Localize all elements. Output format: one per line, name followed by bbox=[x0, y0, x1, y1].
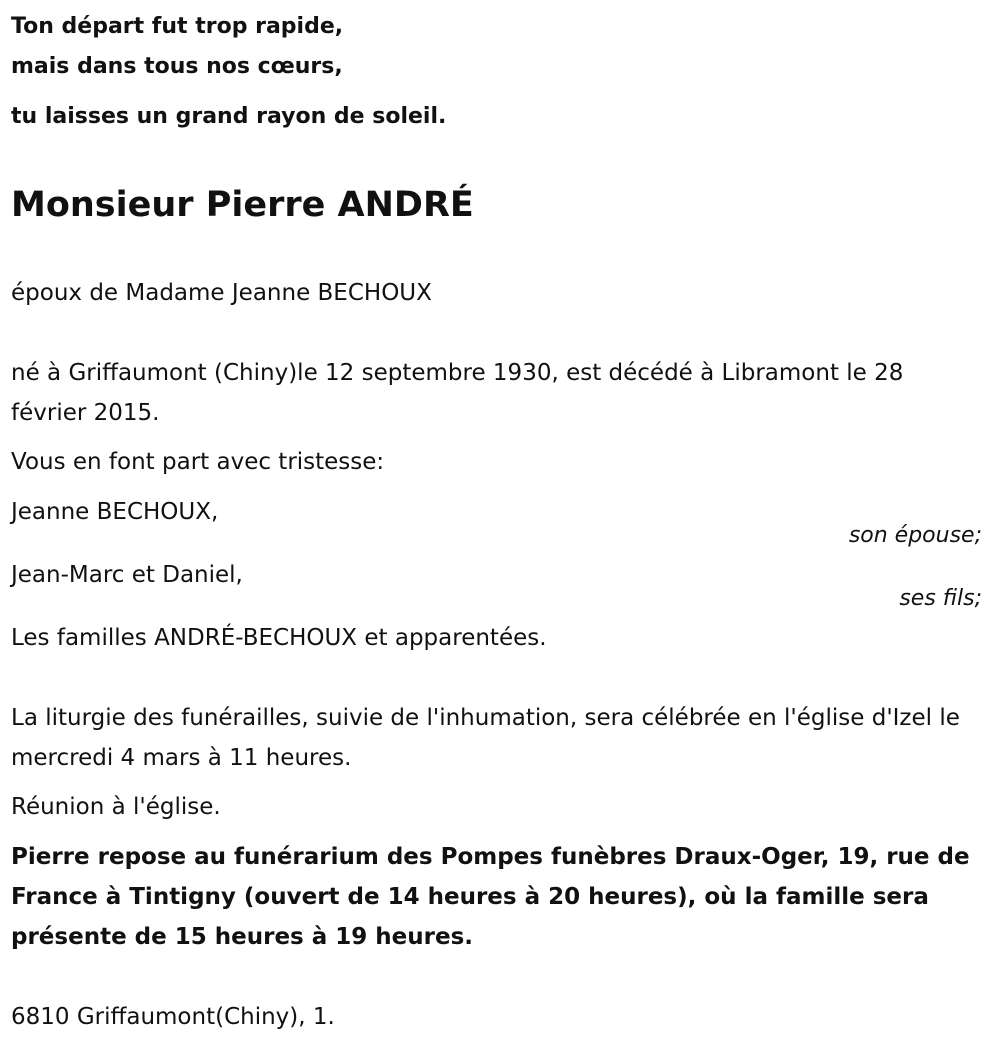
poem bbox=[11, 0, 991, 142]
poem-line-1: Ton départ fut trop rapide, bbox=[11, 14, 344, 39]
address-line: 6810 Griffaumont(Chiny), 1. bbox=[11, 1004, 335, 1030]
mourner-relation-2: ses fils; bbox=[899, 586, 982, 611]
funeral-line: La liturgie des funérailles, suivie de l'inhumation, sera célébrée en l'église d'Izel le mercredi 4 mars à 11 heures. bbox=[11, 705, 960, 771]
obituary-document bbox=[11, 0, 991, 1030]
mourner-relation-1: son épouse; bbox=[848, 523, 982, 548]
mourner-name-1: Jeanne BECHOUX, bbox=[11, 499, 219, 525]
poem-line-2: mais dans tous nos cœurs, bbox=[11, 54, 343, 79]
funerarium-line: Pierre repose au funérarium des Pompes funèbres Draux-Oger, 19, rue de France à Tintigny (ouvert de 14 heures à 20 heures), où la famille sera présente de 15 heures à 19 heures. bbox=[11, 844, 970, 950]
poem-line-3: tu laisses un grand rayon de soleil. bbox=[11, 104, 447, 129]
meeting-line: Réunion à l'église. bbox=[11, 794, 221, 820]
families-line: Les familles ANDRÉ-BECHOUX et apparentées. bbox=[11, 625, 547, 651]
mourner-name-2: Jean-Marc et Daniel, bbox=[11, 562, 243, 588]
birth-death-line: né à Griffaumont (Chiny)le 12 septembre 1930, est décédé à Libramont le 28 février 2015. bbox=[11, 360, 904, 426]
spouse-line: époux de Madame Jeanne BECHOUX bbox=[11, 280, 432, 306]
announcement-intro: Vous en font part avec tristesse: bbox=[11, 449, 385, 475]
deceased-name: Monsieur Pierre ANDRÉ bbox=[11, 185, 474, 225]
